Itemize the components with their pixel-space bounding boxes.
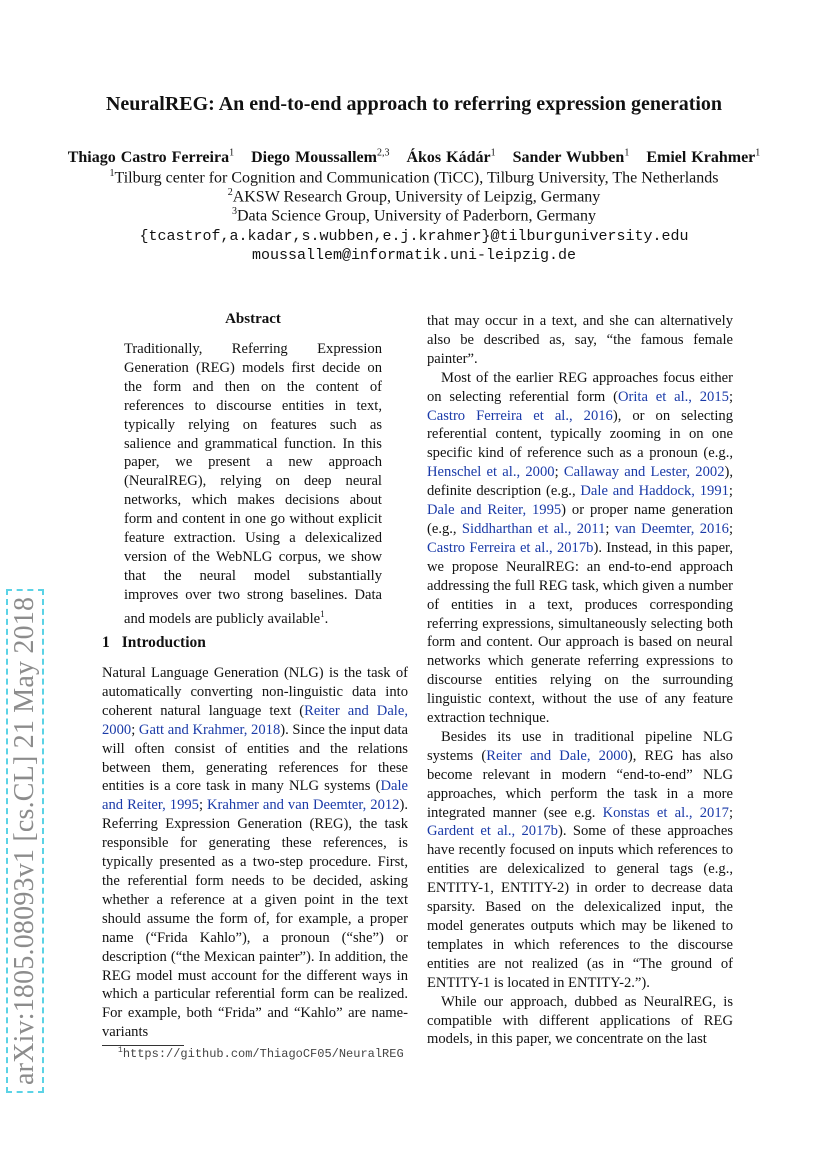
- citation-link[interactable]: Dale and Reiter, 1995: [102, 778, 408, 814]
- right-column: [427, 312, 733, 1049]
- email-line: moussallem@informatik.uni-leipzig.de: [251, 247, 577, 264]
- citation-link[interactable]: Castro Ferreira et al., 2017b: [427, 539, 594, 556]
- citation-link[interactable]: Siddharthan et al., 2011: [461, 520, 606, 537]
- citation-link[interactable]: Gardent et al., 2017b: [427, 823, 558, 840]
- citation-link[interactable]: Callaway and Lester, 2002: [563, 464, 725, 481]
- affiliation: $^2$AKSW Research Group, University of Leipzig, Germany: [227, 187, 601, 206]
- citation-link[interactable]: Dale and Reiter, 1995: [427, 502, 562, 519]
- paper-title: NeuralREG: An end-to-end approach to referring expression generation: [105, 93, 723, 115]
- email-line: {tcastrof,a.kadar,s.wubben,e.j.krahmer}@tilburguniversity.edu: [139, 228, 689, 245]
- citation-link[interactable]: Henschel et al., 2000: [427, 464, 555, 481]
- author-list: [0, 148, 828, 167]
- paragraph: Besides its use in traditional pipeline NLG systems (Reiter and Dale, 2000), REG has also become relevant in modern “end-to-end” NLG approaches, which perform the task in a more integrated manner (see e.g. Konstas et al., 2017; Gardent et al., 2017b). Some of these approaches have recently focused on inputs which references to entities are delexicalized to general tags (e.g., ENTITY-1, ENTITY-2) in order to decrease data sparsity. Based on the delexicalized input, the model generates outputs which may be likened to templates in which references to the discourse entities are not realized (as in “The ground of ENTITY-1 is located in ENTITY-2.”).: [427, 728, 734, 991]
- citation-link[interactable]: Konstas et al., 2017: [602, 804, 729, 821]
- citation-link[interactable]: Orita et al., 2015: [617, 388, 729, 405]
- author: Ákos Kádár$^1$: [406, 148, 496, 167]
- footnote-url[interactable]: https://github.com/ThiagoCF05/NeuralREG: [122, 1047, 404, 1061]
- author: Diego Moussallem$^{2,3}$: [251, 148, 390, 167]
- paragraph: that may occur in a text, and she can alternatively also be described as, say, “the famous female painter”.: [427, 313, 733, 367]
- citation-link[interactable]: Reiter and Dale, 2000: [486, 747, 628, 764]
- abstract-heading: Abstract: [225, 311, 281, 327]
- affiliation: $^3$Data Science Group, University of Paderborn, Germany: [232, 206, 596, 225]
- author: Emiel Krahmer$^1$: [646, 148, 761, 167]
- paragraph: Natural Language Generation (NLG) is the task of automatically converting non-linguistic data into coherent natural language text (Reiter and Dale, 2000; Gatt and Krahmer, 2018). Since the input data will often consist of entities and the relations between them, generating references for these entities is a core task in many NLG systems (Dale and Reiter, 1995; Krahmer and van Deemter, 2012). Referring Expression Generation (REG), the task responsible for generating these references, is typically presented as a two-step procedure. First, the referential form needs to be decided, asking whether a reference at a given point in the text should assume the form of, for example, a proper name (“Frida Kahlo”), a pronoun (“she”) or description (“the Mexican painter”). In addition, the REG model must account for the different ways in which a particular referential form can be realized. For example, both “Frida” and “Kahlo” are name-variants: [102, 665, 408, 1041]
- citation-link[interactable]: Krahmer and van Deemter, 2012: [207, 797, 400, 814]
- footnote-mark: 1: [320, 608, 325, 619]
- abstract-text: Traditionally, Referring Expression Generation (REG) models first decide on the form and then on the content of references to discourse entities in text, typically relying on features such as salience and grammatical function. In this paper, we present a new approach (NeuralREG), relying on deep neural networks, which makes decisions about form and content in one go without explicit feature extraction. Using a delexicalized version of the WebNLG corpus, we show that the neural model substantially improves over two strong baselines. Data and models are publicly available$^1$.: [124, 341, 382, 627]
- affiliation: $^1$Tilburg center for Cognition and Communication (TiCC), Tilburg University, The Netherlands: [109, 168, 719, 187]
- citation-link[interactable]: Dale and Haddock, 1991: [580, 483, 729, 500]
- paragraph: Most of the earlier REG approaches focus either on selecting referential form (Orita et al., 2015; Castro Ferreira et al., 2016), or on selecting referential content, typically zooming in on one specific kind of reference such as a pronoun (e.g., Henschel et al., 2000; Callaway and Lester, 2002), definite description (e.g., Dale and Haddock, 1991; Dale and Reiter, 1995) or proper name generation (e.g., Siddharthan et al., 2011; van Deemter, 2016; Castro Ferreira et al., 2017b). Instead, in this paper, we propose NeuralREG: an end-to-end approach addressing the full REG task, which given a number of entities in a text, produces corresponding referring expressions, simultaneously selecting both form and content. Our approach is based on neural networks which generate referring expressions to discourse entities relying on the surrounding linguistic context, without the use of any feature extraction technique.: [427, 369, 734, 727]
- citation-link[interactable]: Castro Ferreira et al., 2016: [427, 407, 613, 424]
- footnote: $^1$https://github.com/ThiagoCF05/NeuralREG: [118, 1046, 404, 1061]
- paragraph: While our approach, dubbed as NeuralREG, is compatible with different applications of REG models, in this paper, we concentrate on the last: [427, 993, 733, 1048]
- section-heading: 1 Introduction: [102, 634, 206, 651]
- left-column: [102, 664, 408, 1042]
- author: Thiago Castro Ferreira$^1$: [67, 148, 235, 167]
- citation-link[interactable]: Gatt and Krahmer, 2018: [138, 721, 281, 738]
- author: Sander Wubben$^1$: [512, 148, 630, 167]
- arxiv-stamp: arXiv:1805.08093v1 [cs.CL] 21 May 2018: [6, 589, 44, 1093]
- citation-link[interactable]: van Deemter, 2016: [614, 520, 729, 537]
- citation-link[interactable]: Reiter and Dale, 2000: [102, 702, 408, 738]
